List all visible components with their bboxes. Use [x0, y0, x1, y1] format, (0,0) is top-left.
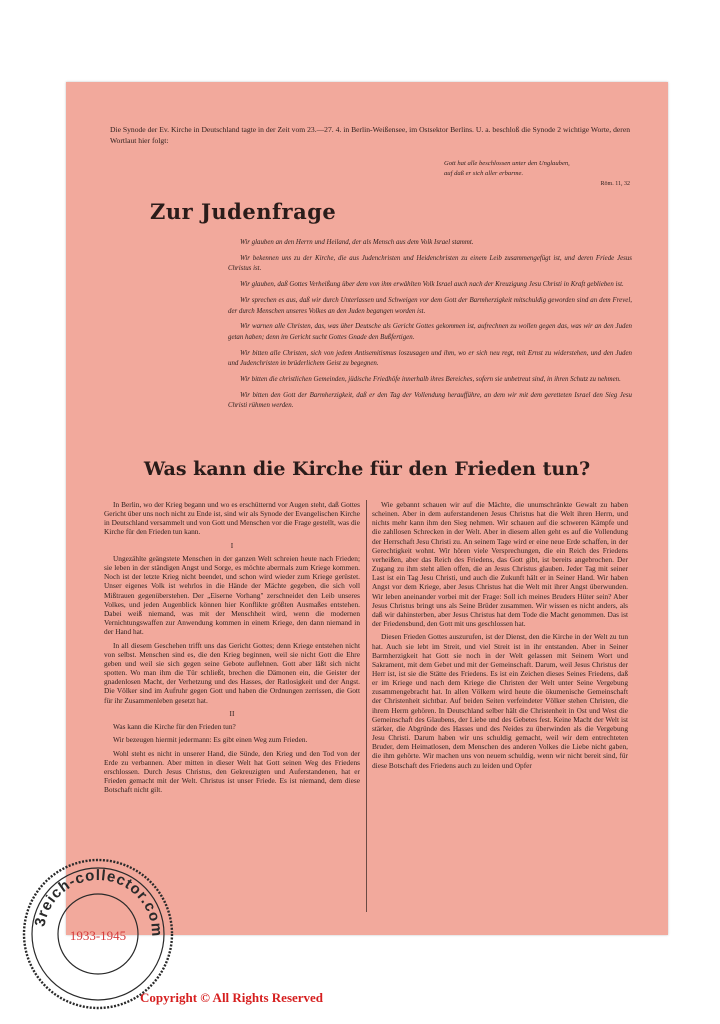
thesis-paragraph: Wir glauben an den Herrn und Heiland, der als Mensch aus dem Volk Israel stammt. [240, 239, 474, 246]
body-paragraph: Was kann die Kirche für den Frieden tun? [113, 722, 236, 731]
section-numeral: I [230, 540, 234, 550]
motto-reference: Röm. 11, 32 [600, 181, 630, 187]
intro-paragraph: Die Synode der Ev. Kirche in Deutschland tagte in der Zeit vom 23.—27. 4. in Berlin-Weißensee, im Ostsektor Berlins. U. a. beschloß die Synode 2 wichtige Worte, deren Wortlaut hier folgt: [110, 125, 630, 145]
stamp-years: 1933-1945 [69, 928, 127, 943]
body-paragraph: Ungezählte geängstete Menschen in der ganzen Welt schreien heute nach Frieden; sie leben in der ständigen Angst und Sorge, es möchte abermals zum Kriege kommen. Noch ist der letzte Krieg nicht beendet, und schon wird wieder zum Kriege gerüstet. Unser eigenes Volk ist wehrlos in die Hände der Mächte gegeben, die sich voll Mißtrauen gegenüberstehen. Der „Eiserne Vorhang" zerschneidet den Leib unseres Volkes, und jeden Augenblick können hier Konflikte größten Ausmaßes entstehen. Dabei weiß niemand, was mit der Menschheit wird, wenn die modernen Vernichtungswaffen zur Anwendung kommen in einem Kriege, den dann niemand in der Hand hat. [104, 553, 360, 637]
column-right [372, 500, 628, 774]
thesis-paragraph: Wir bitten die christlichen Gemeinden, jüdische Friedhöfe innerhalb ihres Bereiches, sofern sie unbetreut sind, in ihren Schutz zu nehmen. [240, 376, 621, 384]
motto-line-2: auf daß er sich aller erbarme. [444, 170, 524, 177]
theses-list [228, 238, 632, 417]
body-paragraph: Wie gebannt schauen wir auf die Mächte, die unumschränkte Gewalt zu haben scheinen. Aber in dem auferstandenen Jesus Christus hat die Welt ihren Herrn, und nichts mehr kann ihm den Sieg nehmen. Wir schauen auf die schweren Kämpfe und die zahllosen Schrecken in der Welt. Aber in diesem allen geht es auf die Vollendung der Herrschaft Jesu Christi zu. An seinem Tage wird er eine neue Erde schaffen, in der Gerechtigkeit wohnt. Wir hören viele Versprechungen, die ein Reich des Friedens verheißen, aber das Reich des Friedens, das Gott gibt, ist bereits angebrochen. Der Zugang zu ihm steht allen offen, die an Jesus Christus glauben. Jeder Tag mit seiner Last ist ein Tag Jesu Christi, und auch die Zukunft hält er in Seiner Hand. Wir haben Angst vor dem Kriege, aber Jesus Christus hat die Welt mit ihrer Angst überwunden. Wir leben aneinander vorbei mit der Frage: Soll ich meines Bruders Hüter sein? Aber Jesus Christus bringt uns als Seine Brüder zusammen. Wir wissen es nicht anders, als daß wir dahinsterben, aber Jesus Christus hat dem Tode die Macht genommen. Das ist der Friedensbund, den Gott mit uns geschlossen hat. [372, 500, 628, 629]
bible-motto [444, 159, 630, 189]
body-paragraph: Diesen Frieden Gottes auszurufen, ist der Dienst, den die Kirche in der Welt zu tun hat. Auch sie lebt im Streit, und viel Streit ist in ihr entstanden. Aber in Seiner Barmherzigkeit hat Gott sie noch in der Welt gelassen mit Seinem Wort und Sakrament, mit dem Gebet und mit der Gemeinschaft. Darum, weil Jesus Christus der Herr ist, ist sie die Stätte des Friedens. Es ist ein Zeichen dieses Seines Friedens, daß er im Kriege und nach dem Kriege die Christen der Welt unter Seine Vergebung zusammengebracht hat. In allen Völkern wird heute die ökumenische Gemeinschaft der Christenheit sichtbar. Auf beiden Seiten verfeindeter Völker stehen Christen, die ihrem Herrn gehören. In Deutschland selber hält die Christenheit in Ost und West die Gemeinschaft des Glaubens, der Liebe und des Gebetes fest. Keine Macht der Welt ist stärker, die Abgründe des Hasses und des Neides zu überwinden als die Vergebung Jesu Christi. Darum haben wir uns schuldig gemacht, weil wir dem entrechteten Bruder, dem Heimatlosen, dem Menschen des anderen Volkes die Liebe nicht gaben, die ihm gehörte. Wir machen uns von neuem schuldig, wenn wir nicht bereit sind, für diese Botschaft des Friedens auch zu leiden und Opfer [372, 632, 628, 770]
body-paragraph: Wir bezeugen hiermit jedermann: Es gibt einen Weg zum Frieden. [113, 735, 308, 745]
heading-frieden: Was kann die Kirche für den Frieden tun? [143, 458, 591, 480]
leaflet-page [66, 82, 668, 935]
stamp-ring-text: 3reich-collector.com [31, 866, 166, 938]
thesis-paragraph: Wir sprechen es aus, daß wir durch Unterlassen und Schweigen vor dem Gott der Barmherzigkeit mitschuldig geworden sind an dem Frevel, der durch Menschen unseres Volkes an den Juden begangen worden ist. [228, 296, 632, 315]
body-paragraph: Wohl steht es nicht in unserer Hand, die Sünde, den Krieg und den Tod von der Erde zu verbannen. Aber mitten in dieser Welt hat Gott seinen Weg des Friedens erschlossen. Durch Jesus Christus, den Gekreuzigten und Auferstandenen, hat er Frieden gemacht mit der Welt. Christus ist unser Friede. Es ist niemand, dem diese Botschaft nicht gilt. [104, 748, 360, 795]
body-paragraph: In Berlin, wo der Krieg begann und wo es erschütternd vor Augen steht, daß Gottes Gericht über uns noch nicht zu Ende ist, sind wir als Synode der Evangelischen Kirche in Deutschland versammelt und von Gott und Menschen vor die Frage gestellt, was die Kirche für den Frieden tun kann. [104, 500, 360, 537]
thesis-paragraph: Wir bekennen uns zu der Kirche, die aus Judenchristen und Heidenchristen zu einem Leib zusammengefügt ist, und deren Friede Jesus Christus ist. [228, 254, 632, 273]
section-numeral: II [229, 708, 235, 718]
body-paragraph: In all diesem Geschehen trifft uns das Gericht Gottes; denn Kriege entstehen nicht von selbst. Menschen sind es, die den Krieg beginnen, weil sie nicht Gott die Ehre geben und weil sie sich gegen seine Gebote auflehnen. Gott aber läßt sich nicht spotten. Wo man ihm die Tür schließt, brechen die Dämonen ein, die Geister der gnadenlosen Macht, der Verhetzung und des Hasses, der Ratlosigkeit und der Angst. Die Völker sind im Aufruhr gegen Gott und haben die Ordnungen zerrissen, die Gott für ihr Zusammenleben gesetzt hat. [104, 640, 360, 705]
copyright-notice: Copyright © All Rights Reserved [140, 990, 324, 1005]
thesis-paragraph: Wir bitten den Gott der Barmherzigkeit, daß er den Tag der Vollendung heraufführe, an dem wir mit dem geretteten Israel den Sieg Jesu Christi rühmen werden. [228, 391, 632, 410]
heading-judenfrage: Zur Judenfrage [150, 199, 337, 224]
column-divider [366, 500, 367, 912]
thesis-paragraph: Wir bitten alle Christen, sich von jedem Antisemitismus loszusagen und ihm, wo er sich neu regt, mit Ernst zu widerstehen, und den Juden und Judenchristen in brüderlichem Geist zu begegnen. [228, 349, 632, 368]
column-left [104, 500, 360, 799]
thesis-paragraph: Wir glauben, daß Gottes Verheißung über dem von ihm erwählten Volk Israel auch nach der Kreuzigung Jesu Christi in Kraft geblieben ist. [240, 281, 624, 289]
thesis-paragraph: Wir warnen alle Christen, das, was über Deutsche als Gericht Gottes gekommen ist, aufrechnen zu wollen gegen das, was wir an den Juden getan haben; denn im Gericht sucht Gottes Gnade den Bußfertigen. [228, 323, 632, 341]
motto-line-1: Gott hat alle beschlossen unter den Unglauben, [444, 160, 570, 167]
